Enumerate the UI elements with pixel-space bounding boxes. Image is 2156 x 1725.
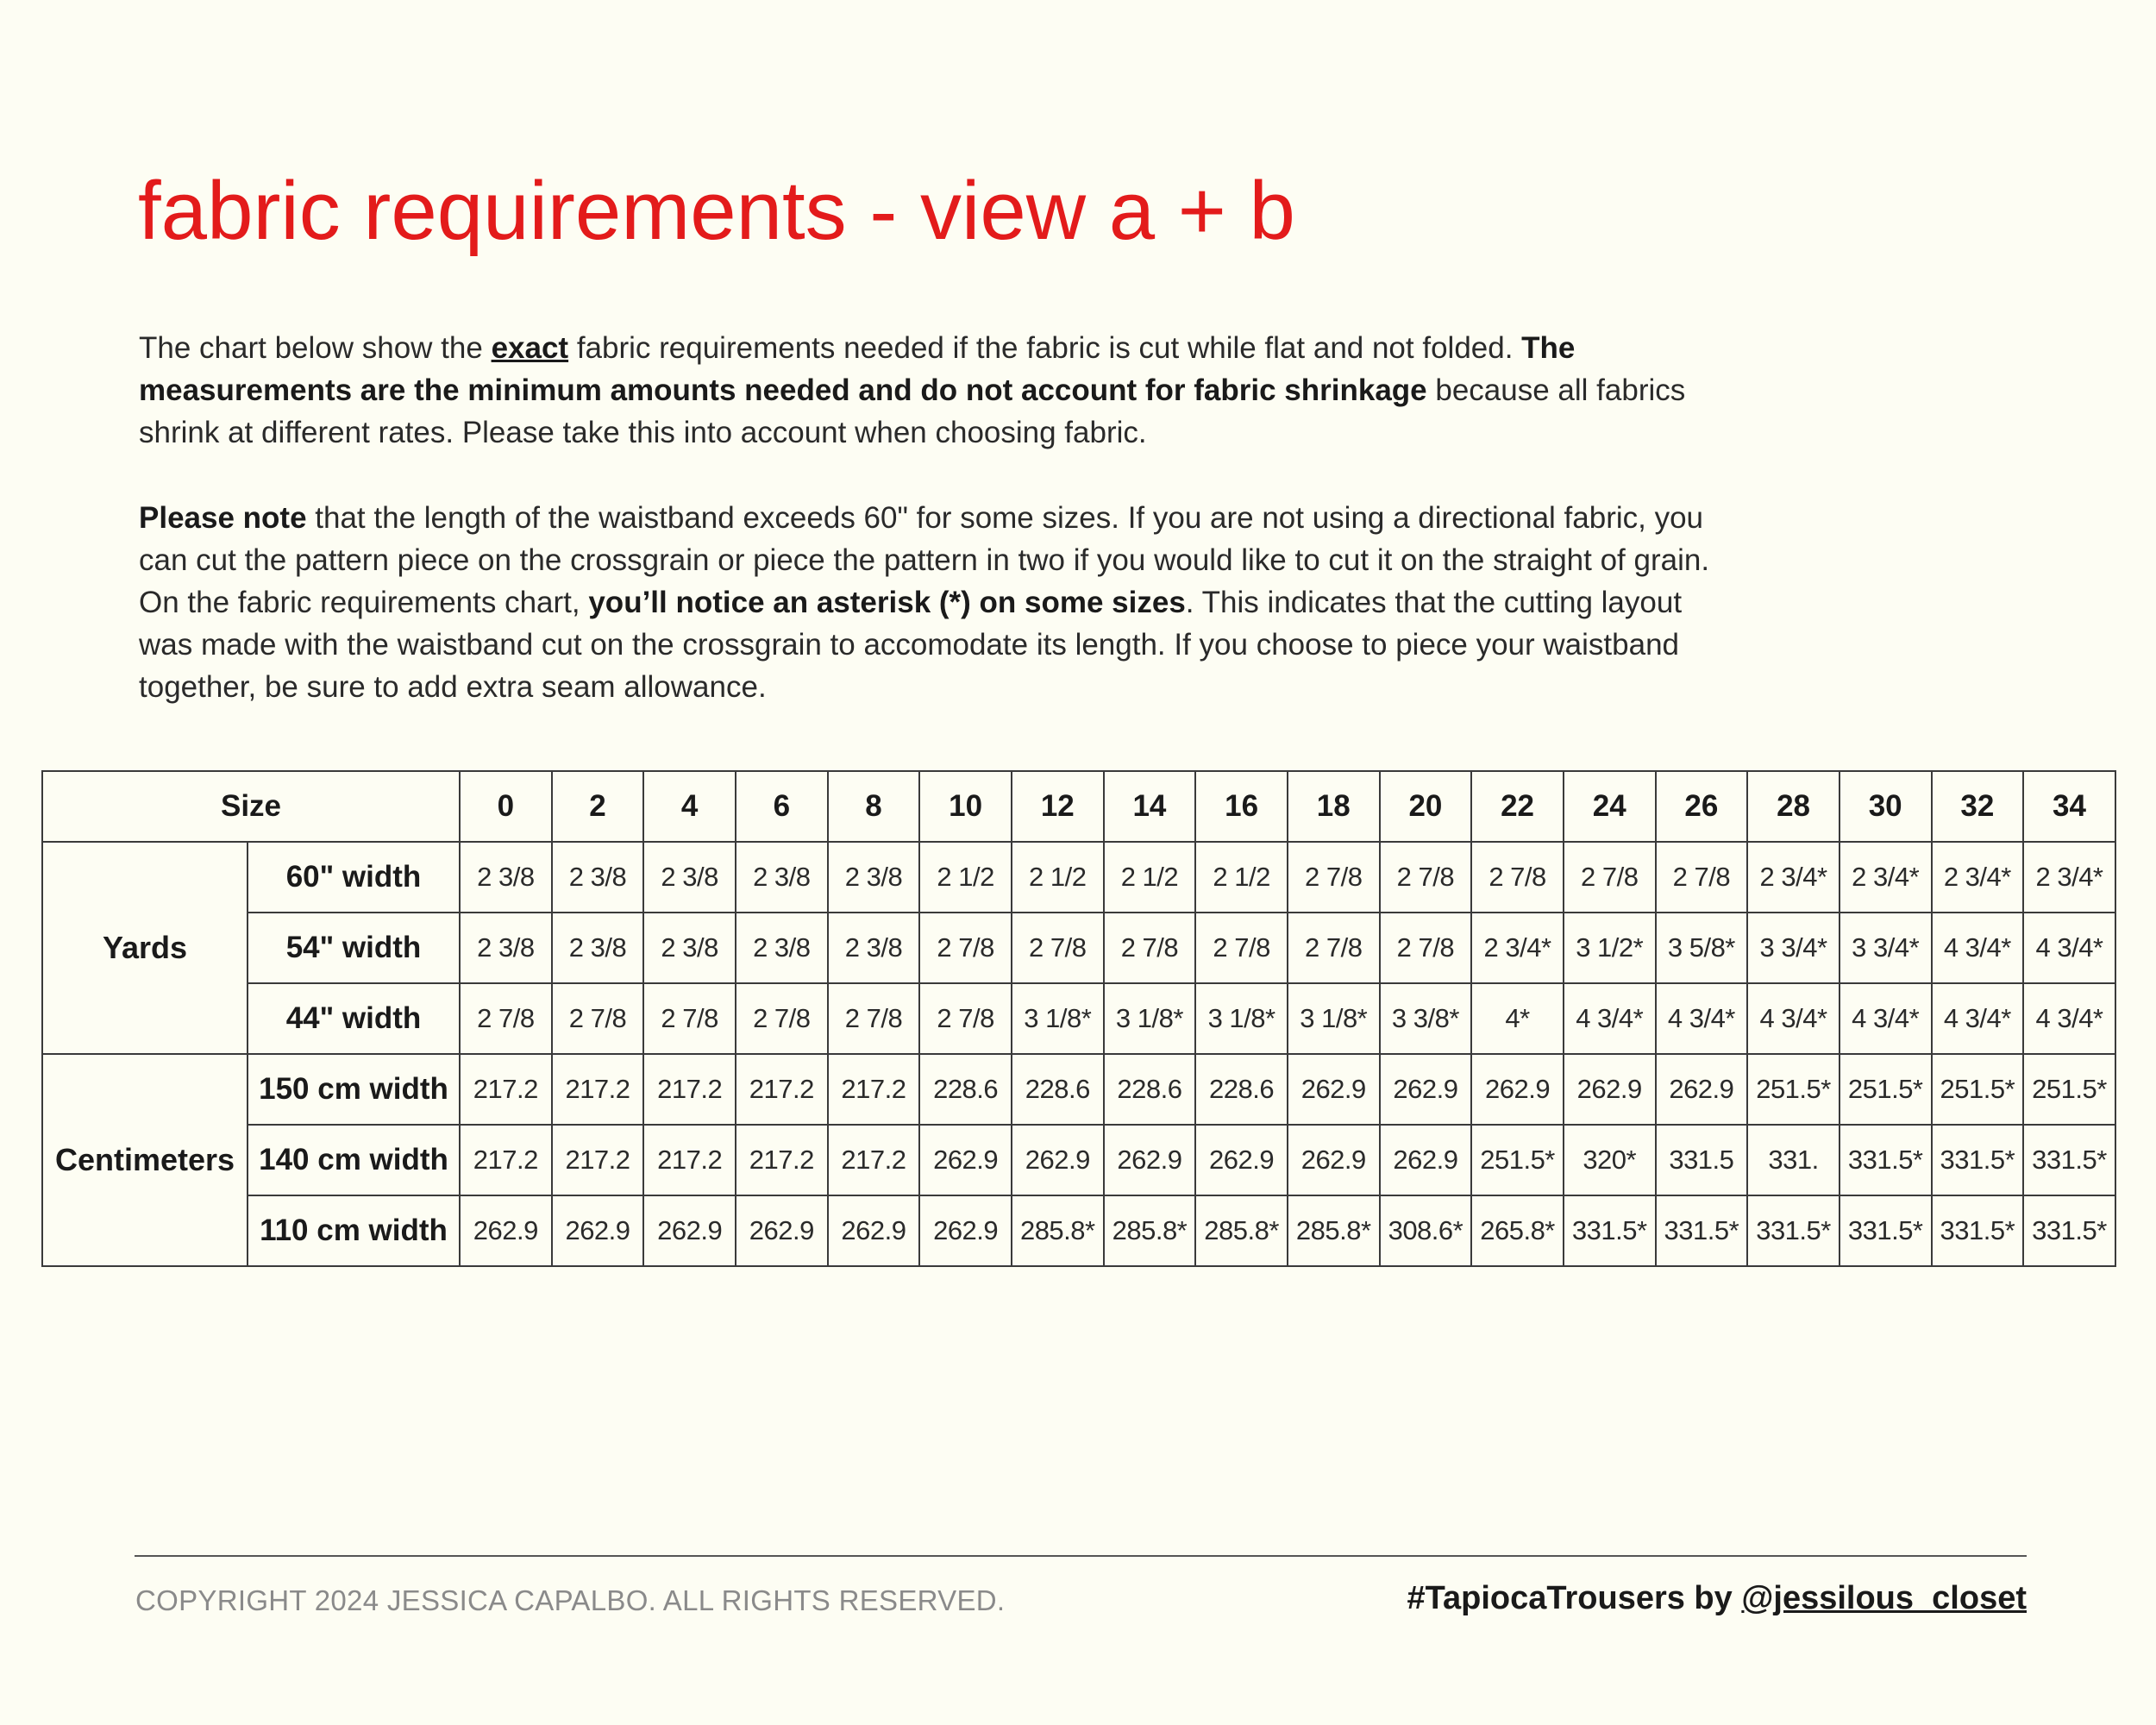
emphasis-please-note: Please note <box>139 501 307 535</box>
table-row <box>42 842 2115 913</box>
table-cell: 2 1/2 <box>1104 842 1196 913</box>
size-col-header: 10 <box>919 771 1012 842</box>
size-col-header: 28 <box>1747 771 1839 842</box>
table-cell: 217.2 <box>828 1125 920 1195</box>
table-cell: 331.5* <box>2023 1125 2115 1195</box>
table-cell: 251.5* <box>1747 1054 1839 1125</box>
intro-paragraph <box>139 327 1743 454</box>
table-cell: 2 3/8 <box>643 913 736 983</box>
table-cell: 217.2 <box>736 1125 828 1195</box>
table-cell: 2 7/8 <box>1380 842 1472 913</box>
table-row <box>42 913 2115 983</box>
table-cell: 228.6 <box>919 1054 1012 1125</box>
table-cell: 2 7/8 <box>919 913 1012 983</box>
note-text: that the length of the waistband exceeds 60" for some sizes. If you are not using a directional fabric, you can cut the pattern piece on the crossgrain or piece the pattern in two if you would like to cut it on the straight of grain. On the fabric requirements chart, <box>139 501 1710 619</box>
table-cell: 2 7/8 <box>1471 842 1564 913</box>
table-cell: 2 7/8 <box>1564 842 1656 913</box>
table-cell: 331. <box>1747 1125 1839 1195</box>
table-cell: 2 3/8 <box>552 842 644 913</box>
table-cell: 331.5* <box>1839 1195 1932 1266</box>
table-cell: 265.8* <box>1471 1195 1564 1266</box>
table-cell: 2 1/2 <box>919 842 1012 913</box>
size-col-header: 34 <box>2023 771 2115 842</box>
copyright-notice: COPYRIGHT 2024 JESSICA CAPALBO. ALL RIGHTS RESERVED. <box>135 1584 1006 1616</box>
table-cell: 3 3/4* <box>1747 913 1839 983</box>
table-cell: 3 3/8* <box>1380 983 1472 1054</box>
size-col-header: 16 <box>1195 771 1288 842</box>
table-row <box>42 1054 2115 1125</box>
hashtag-text: #TapiocaTrousers by <box>1407 1580 1742 1616</box>
table-cell: 251.5* <box>1932 1054 2024 1125</box>
table-cell: 2 3/8 <box>460 842 552 913</box>
table-cell: 2 7/8 <box>552 983 644 1054</box>
unit-label-centimeters: Centimeters <box>42 1054 248 1266</box>
table-cell: 262.9 <box>1471 1054 1564 1125</box>
table-cell: 217.2 <box>460 1125 552 1195</box>
table-cell: 285.8* <box>1104 1195 1196 1266</box>
size-col-header: 12 <box>1012 771 1104 842</box>
table-cell: 331.5* <box>2023 1195 2115 1266</box>
table-cell: 4 3/4* <box>2023 913 2115 983</box>
table-cell: 262.9 <box>1380 1054 1472 1125</box>
table-cell: 331.5* <box>1932 1125 2024 1195</box>
size-col-header: 4 <box>643 771 736 842</box>
table-cell: 4 3/4* <box>1932 983 2024 1054</box>
table-cell: 3 1/8* <box>1195 983 1288 1054</box>
table-cell: 2 3/4* <box>1471 913 1564 983</box>
width-label: 60" width <box>248 842 460 913</box>
table-cell: 217.2 <box>643 1054 736 1125</box>
table-cell: 2 7/8 <box>1104 913 1196 983</box>
table-cell: 217.2 <box>552 1125 644 1195</box>
table-cell: 2 7/8 <box>919 983 1012 1054</box>
table-row <box>42 983 2115 1054</box>
table-cell: 251.5* <box>2023 1054 2115 1125</box>
table-cell: 262.9 <box>919 1195 1012 1266</box>
table-cell: 4 3/4* <box>1564 983 1656 1054</box>
intro-text: The chart below show the <box>139 331 492 365</box>
width-label: 110 cm width <box>248 1195 460 1266</box>
credit-line <box>1407 1578 2027 1618</box>
width-label: 44" width <box>248 983 460 1054</box>
note-paragraph <box>139 497 1743 708</box>
table-cell: 285.8* <box>1012 1195 1104 1266</box>
table-cell: 262.9 <box>1012 1125 1104 1195</box>
size-header-row <box>42 771 2115 842</box>
instagram-handle-link[interactable]: @jessilous_closet <box>1741 1580 2027 1616</box>
table-cell: 228.6 <box>1104 1054 1196 1125</box>
table-cell: 331.5* <box>1839 1125 1932 1195</box>
table-cell: 251.5* <box>1471 1125 1564 1195</box>
table-cell: 262.9 <box>460 1195 552 1266</box>
table-cell: 2 3/4* <box>1839 842 1932 913</box>
table-cell: 4 3/4* <box>1932 913 2024 983</box>
emphasis-asterisk: you’ll notice an asterisk (*) on some sizes <box>588 586 1186 619</box>
table-cell: 262.9 <box>919 1125 1012 1195</box>
table-cell: 2 7/8 <box>736 983 828 1054</box>
table-cell: 262.9 <box>1564 1054 1656 1125</box>
size-col-header: 8 <box>828 771 920 842</box>
table-cell: 262.9 <box>643 1195 736 1266</box>
table-cell: 2 7/8 <box>1012 913 1104 983</box>
table-cell: 2 7/8 <box>828 983 920 1054</box>
intro-text: because all fabrics shrink at different rates. Please take this into account when choosing fabric. <box>139 373 1686 449</box>
table-cell: 2 3/4* <box>2023 842 2115 913</box>
table-cell: 3 1/8* <box>1288 983 1380 1054</box>
table-cell: 2 3/8 <box>643 842 736 913</box>
size-col-header: 30 <box>1839 771 1932 842</box>
size-col-header: 6 <box>736 771 828 842</box>
table-cell: 217.2 <box>828 1054 920 1125</box>
table-cell: 262.9 <box>1195 1125 1288 1195</box>
table-cell: 331.5* <box>1656 1195 1748 1266</box>
size-col-header: 24 <box>1564 771 1656 842</box>
table-cell: 228.6 <box>1195 1054 1288 1125</box>
table-cell: 331.5* <box>1747 1195 1839 1266</box>
table-cell: 262.9 <box>1380 1125 1472 1195</box>
table-cell: 2 3/8 <box>460 913 552 983</box>
table-cell: 217.2 <box>552 1054 644 1125</box>
table-cell: 331.5* <box>1564 1195 1656 1266</box>
size-col-header: 2 <box>552 771 644 842</box>
table-cell: 2 1/2 <box>1195 842 1288 913</box>
table-cell: 228.6 <box>1012 1054 1104 1125</box>
width-label: 150 cm width <box>248 1054 460 1125</box>
emphasis-exact: exact <box>491 331 569 365</box>
table-cell: 217.2 <box>736 1054 828 1125</box>
table-cell: 262.9 <box>552 1195 644 1266</box>
emphasis-minimum-amounts: The measurements are the minimum amounts needed and do not account for fabric shrinkage <box>139 331 1576 407</box>
table-cell: 262.9 <box>1656 1054 1748 1125</box>
table-cell: 2 7/8 <box>1288 842 1380 913</box>
table-cell: 308.6* <box>1380 1195 1472 1266</box>
table-cell: 2 3/8 <box>828 913 920 983</box>
table-cell: 320* <box>1564 1125 1656 1195</box>
table-cell: 262.9 <box>1288 1054 1380 1125</box>
note-text: . This indicates that the cutting layout was made with the waistband cut on the crossgrain to accomodate its length. If you choose to piece your waistband together, be sure to add extra seam allowance. <box>139 586 1683 704</box>
size-header: Size <box>42 771 460 842</box>
table-cell: 2 3/8 <box>828 842 920 913</box>
table-cell: 4 3/4* <box>1656 983 1748 1054</box>
table-cell: 331.5* <box>1932 1195 2024 1266</box>
table-cell: 262.9 <box>828 1195 920 1266</box>
width-label: 54" width <box>248 913 460 983</box>
table-cell: 285.8* <box>1288 1195 1380 1266</box>
table-cell: 331.5 <box>1656 1125 1748 1195</box>
table-cell: 2 3/4* <box>1747 842 1839 913</box>
table-cell: 262.9 <box>1288 1125 1380 1195</box>
table-cell: 217.2 <box>460 1054 552 1125</box>
footer-divider <box>135 1555 2027 1557</box>
unit-label-yards: Yards <box>42 842 248 1054</box>
table-cell: 2 1/2 <box>1012 842 1104 913</box>
table-row <box>42 1195 2115 1266</box>
table-cell: 3 1/8* <box>1104 983 1196 1054</box>
size-col-header: 14 <box>1104 771 1196 842</box>
table-cell: 262.9 <box>1104 1125 1196 1195</box>
table-cell: 2 7/8 <box>643 983 736 1054</box>
table-cell: 4 3/4* <box>2023 983 2115 1054</box>
table-cell: 3 3/4* <box>1839 913 1932 983</box>
table-cell: 217.2 <box>643 1125 736 1195</box>
table-cell: 2 3/8 <box>736 913 828 983</box>
page-title: fabric requirements - view a + b <box>138 165 1295 257</box>
table-cell: 2 7/8 <box>1656 842 1748 913</box>
fabric-requirements-table <box>41 770 2116 1267</box>
table-cell: 2 3/8 <box>736 842 828 913</box>
width-label: 140 cm width <box>248 1125 460 1195</box>
table-cell: 3 5/8* <box>1656 913 1748 983</box>
size-col-header: 18 <box>1288 771 1380 842</box>
table-cell: 2 7/8 <box>1288 913 1380 983</box>
table-cell: 2 3/4* <box>1932 842 2024 913</box>
size-col-header: 20 <box>1380 771 1472 842</box>
table-cell: 4 3/4* <box>1839 983 1932 1054</box>
table-cell: 285.8* <box>1195 1195 1288 1266</box>
table-cell: 4 3/4* <box>1747 983 1839 1054</box>
size-col-header: 26 <box>1656 771 1748 842</box>
table-cell: 2 7/8 <box>1380 913 1472 983</box>
table-cell: 262.9 <box>736 1195 828 1266</box>
table-cell: 3 1/2* <box>1564 913 1656 983</box>
size-col-header: 32 <box>1932 771 2024 842</box>
size-col-header: 0 <box>460 771 552 842</box>
table-cell: 2 7/8 <box>460 983 552 1054</box>
table-cell: 3 1/8* <box>1012 983 1104 1054</box>
table-cell: 2 3/8 <box>552 913 644 983</box>
intro-text: fabric requirements needed if the fabric is cut while flat and not folded. <box>568 331 1522 365</box>
table-row <box>42 1125 2115 1195</box>
table-cell: 2 7/8 <box>1195 913 1288 983</box>
table-cell: 4* <box>1471 983 1564 1054</box>
size-col-header: 22 <box>1471 771 1564 842</box>
table-cell: 251.5* <box>1839 1054 1932 1125</box>
